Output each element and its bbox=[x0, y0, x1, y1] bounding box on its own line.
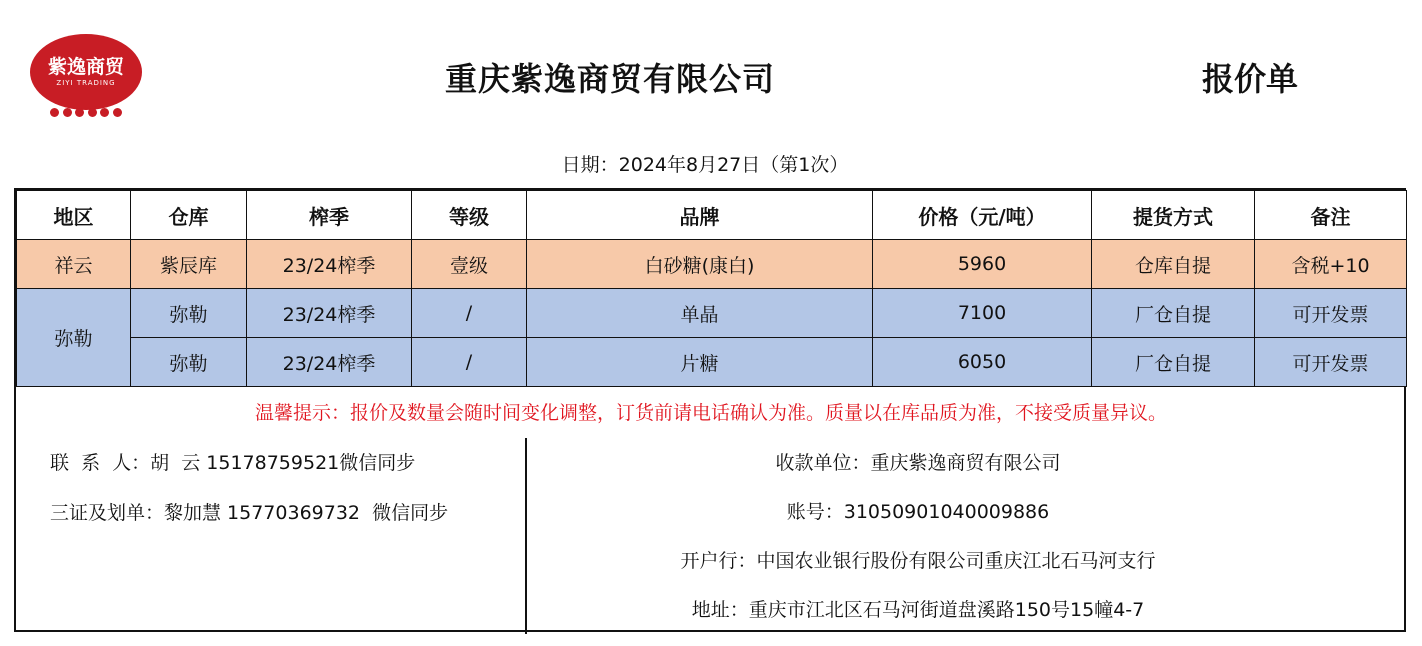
bank-info-block bbox=[528, 450, 1308, 646]
header-note: 备注 bbox=[1255, 191, 1407, 240]
cell-note: 含税+10 bbox=[1255, 240, 1407, 289]
cell-price: 6050 bbox=[873, 338, 1092, 387]
logo-name: 紫逸商贸 bbox=[47, 56, 124, 78]
company-address: 地址：重庆市江北区石马河街道盘溪路150号15幢4-7 bbox=[691, 599, 1145, 621]
price-table bbox=[16, 190, 1407, 387]
cell-pickup: 厂仓自提 bbox=[1092, 289, 1255, 338]
cell-brand: 片糖 bbox=[527, 338, 873, 387]
header-region: 地区 bbox=[17, 191, 131, 240]
table-header-row bbox=[17, 191, 1407, 240]
cell-grade: 壹级 bbox=[412, 240, 527, 289]
account-number: 账号：31050901040009886 bbox=[786, 501, 1050, 523]
cell-season: 23/24榨季 bbox=[247, 338, 412, 387]
cell-warehouse: 紫辰库 bbox=[131, 240, 247, 289]
contact-block bbox=[50, 450, 520, 550]
cell-season: 23/24榨季 bbox=[247, 289, 412, 338]
bank-name: 开户行：中国农业银行股份有限公司重庆江北石马河支行 bbox=[680, 550, 1156, 572]
cell-price: 5960 bbox=[873, 240, 1092, 289]
cell-warehouse: 弥勒 bbox=[131, 338, 247, 387]
header-warehouse: 仓库 bbox=[131, 191, 247, 240]
header-pickup: 提货方式 bbox=[1092, 191, 1255, 240]
header-price: 价格（元/吨） bbox=[873, 191, 1092, 240]
documents-contact: 三证及划单：黎加慧 15770369732 微信同步 bbox=[50, 502, 449, 524]
header-brand: 品牌 bbox=[527, 191, 873, 240]
company-logo bbox=[30, 34, 142, 120]
cell-season: 23/24榨季 bbox=[247, 240, 412, 289]
table-row bbox=[17, 289, 1407, 338]
cell-region: 祥云 bbox=[17, 240, 131, 289]
table-row bbox=[17, 338, 1407, 387]
section-divider bbox=[525, 438, 527, 634]
cell-region: 弥勒 bbox=[17, 289, 131, 387]
document-type: 报价单 bbox=[1201, 60, 1298, 98]
contact-person: 联 系 人：胡 云 15178759521微信同步 bbox=[50, 452, 416, 474]
logo-dots bbox=[50, 108, 122, 120]
cell-warehouse: 弥勒 bbox=[131, 289, 247, 338]
logo-subtitle: ZIYI TRADING bbox=[56, 79, 116, 87]
company-title: 重庆紫逸商贸有限公司 bbox=[444, 60, 775, 98]
cell-price: 7100 bbox=[873, 289, 1092, 338]
warning-notice: 温馨提示：报价及数量会随时间变化调整，订货前请电话确认为准。质量以在库品质为准，不接受质量异议。 bbox=[254, 402, 1167, 424]
cell-pickup: 厂仓自提 bbox=[1092, 338, 1255, 387]
header-grade: 等级 bbox=[412, 191, 527, 240]
quote-date: 日期：2024年8月27日（第1次） bbox=[561, 154, 849, 176]
quote-sheet bbox=[14, 188, 1406, 632]
cell-note: 可开发票 bbox=[1255, 289, 1407, 338]
cell-brand: 白砂糖(康白) bbox=[527, 240, 873, 289]
logo-badge bbox=[30, 34, 142, 110]
cell-grade: / bbox=[412, 289, 527, 338]
cell-pickup: 仓库自提 bbox=[1092, 240, 1255, 289]
payee: 收款单位：重庆紫逸商贸有限公司 bbox=[775, 452, 1061, 474]
header-season: 榨季 bbox=[247, 191, 412, 240]
cell-note: 可开发票 bbox=[1255, 338, 1407, 387]
cell-brand: 单晶 bbox=[527, 289, 873, 338]
table-row bbox=[17, 240, 1407, 289]
cell-grade: / bbox=[412, 338, 527, 387]
